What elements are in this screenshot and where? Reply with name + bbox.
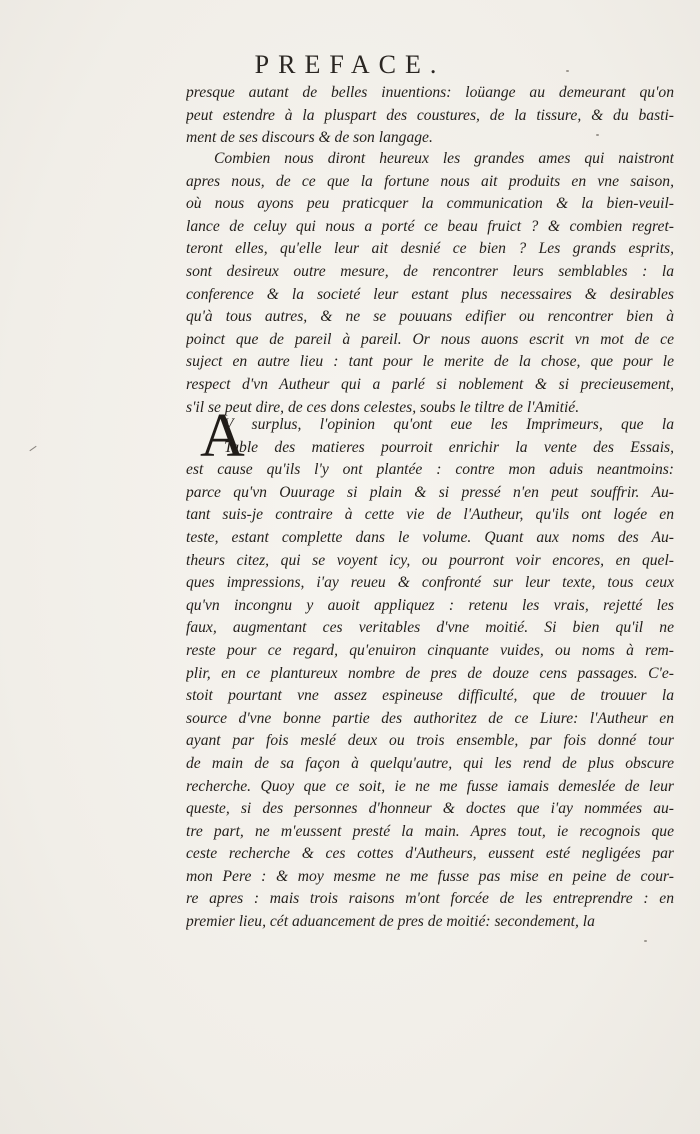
text-line: V surplus, l'opinion qu'ont eue les Imprimeurs, que la [224, 416, 674, 433]
ink-speck [596, 134, 599, 136]
text-line: premier lieu, cét aduancement de pres de moitié: secondement, la [186, 913, 595, 931]
paragraph-2 [186, 148, 674, 419]
text-line: ment de ses discours & de son langage. [186, 129, 433, 147]
text-line: poinct que de pareil à pareil. Or nous auons escrit vn mot de ce [186, 330, 674, 348]
drop-capital: A [200, 402, 245, 470]
text-line: qu'vn incongnu y auoit appliquez : retenu les vrais, rejetté les [186, 596, 674, 614]
text-line: parce qu'vn Ouurage si plain & si pressé n'en peut souffrir. Au- [186, 483, 674, 501]
text-line: mon Pere : & moy mesme ne me fusse pas mise en peine de cour- [186, 867, 674, 885]
text-line: stoit pourtant vne assez espineuse difficulté, que de trouuer la [186, 687, 674, 705]
text-line: presque autant de belles inuentions: loüange au demeurant qu'on [186, 84, 674, 101]
text-line: où nous ayons peu praticquer la communication & la bien-veuil- [186, 195, 674, 213]
text-line: conference & la societé leur estant plus necessaires & desirables [186, 285, 674, 303]
text-line: theurs citez, qui se voyent icy, ou pourront voir encores, en quel- [186, 551, 674, 569]
margin-mark [29, 446, 36, 451]
text-line: suject en autre lieu : tant pour le merite de la chose, que pour le [186, 353, 674, 371]
text-line: source d'vne bonne partie des authoritez de ce Liure: l'Autheur en [186, 709, 674, 727]
running-head: PREFACE. [254, 50, 446, 79]
text-line: ques impressions, i'ay reueu & confronté sur leur texte, tous ceux [186, 574, 674, 592]
text-line: sont desireux outre mesure, de rencontrer leurs semblables : la [186, 262, 674, 280]
paragraph-1 [186, 82, 674, 150]
text-line: plir, en ce plantureux nombre de pres de douze cens passages. C'e- [186, 664, 674, 682]
text-line: recherche. Quoy que ce soit, ie ne me fusse iamais demeslée de leur [186, 777, 674, 795]
text-line: teste, estant complette dans le volume. Quant aux noms des Au- [186, 528, 674, 546]
text-line: de main de sa façon à quelqu'autre, qui les rend de plus obscure [186, 754, 674, 772]
text-line: Combien nous diront heureux les grandes ames qui naistront [214, 150, 674, 167]
text-line: Table des matieres pourroit enrichir la vente des Essais, [224, 438, 674, 456]
text-line: ceste recherche & ces cottes d'Autheurs, eussent esté negligées par [186, 845, 674, 863]
ink-speck [644, 940, 647, 942]
text-line: apres nous, de ce que la fortune nous ait produits en vne saison, [186, 172, 674, 190]
text-line: queste, si des personnes d'honneur & doctes que i'ay nommées au- [186, 800, 674, 818]
text-line: respect d'vn Autheur qui a parlé si noblement & si precieusement, [186, 375, 674, 393]
text-line: est cause qu'ils l'y ont plantée : contre mon aduis neantmoins: [186, 461, 674, 479]
text-line: lance de celuy qui nous a porté ce beau fruict ? & combien regret- [186, 217, 674, 235]
ink-speck [566, 70, 569, 72]
text-line: re apres : mais trois raisons m'ont forcée de les entreprendre : en [186, 890, 674, 908]
text-line: s'il se peut dire, de ces dons celestes, soubs le tiltre de l'Amitié. [186, 398, 580, 416]
text-line: reste pour ce regard, qu'enuiron cinquante vuides, ou noms à rem- [186, 641, 674, 659]
text-line: qu'à tous autres, & ne se pouuans edifier ou rencontrer bien à [186, 308, 674, 326]
text-line: tant suis-je contraire à cette vie de l'Autheur, qu'ils ont logée en [186, 506, 674, 524]
text-line: tre part, ne m'eussent presté la main. Apres tout, ie recognois que [186, 822, 674, 840]
text-line: faux, augmentant ces veritables d'vne moitié. Si bien qu'il ne [186, 619, 674, 637]
text-line: peut estendre à la pluspart des coustures, de la tissure, & du basti- [186, 106, 674, 124]
text-line: ayant par fois meslé deux ou trois ensemble, par fois donné tour [186, 732, 674, 750]
text-line: teront elles, qu'elle leur ait desnié ce bien ? Les grands esprits, [186, 240, 674, 258]
